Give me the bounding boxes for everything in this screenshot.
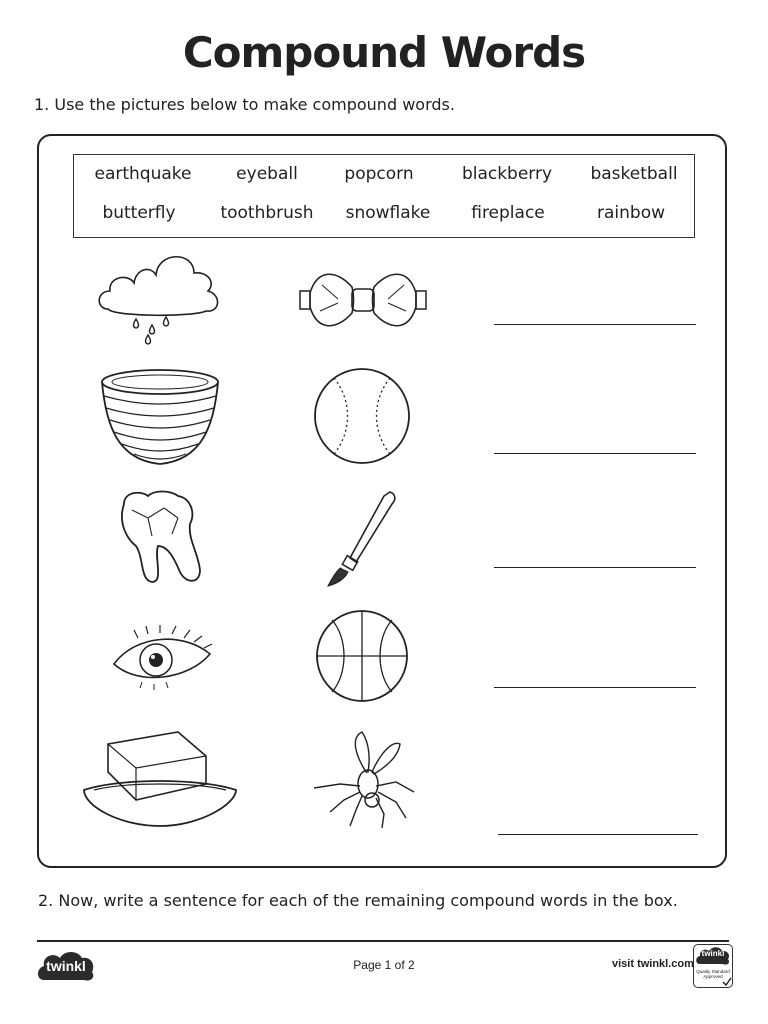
- bow-tie-icon: [298, 265, 428, 335]
- word-bank: [73, 154, 695, 238]
- answer-line[interactable]: [498, 834, 698, 835]
- baseball-icon: [312, 366, 412, 466]
- visit-link[interactable]: visit twinkl.com: [612, 958, 694, 970]
- badge-brand-text: twinkl: [701, 949, 725, 958]
- word-bank-item: popcorn: [344, 164, 414, 184]
- rain-cloud-icon: [94, 247, 226, 347]
- basket-icon: [98, 366, 222, 470]
- page-number: Page 1 of 2: [353, 958, 415, 972]
- word-bank-item: fireplace: [471, 203, 545, 223]
- answer-line[interactable]: [494, 687, 696, 688]
- check-icon: [722, 977, 732, 987]
- tooth-icon: [114, 488, 204, 588]
- word-bank-item: rainbow: [597, 203, 665, 223]
- brand-logo-text: twinkl: [46, 958, 86, 974]
- word-bank-item: earthquake: [94, 164, 192, 184]
- word-bank-item: toothbrush: [220, 203, 314, 223]
- question-1: 1. Use the pictures below to make compound words.: [34, 95, 455, 114]
- word-bank-item: butterfly: [102, 203, 176, 223]
- answer-line[interactable]: [494, 324, 696, 325]
- basketball-icon: [314, 608, 410, 704]
- word-bank-item: basketball: [590, 164, 678, 184]
- badge-caption: Quality Standard Approved: [696, 969, 730, 979]
- word-bank-item: snowflake: [345, 203, 431, 223]
- page-title: Compound Words: [182, 28, 586, 77]
- fly-icon: [310, 728, 418, 828]
- quality-badge: [693, 944, 733, 988]
- answer-line[interactable]: [494, 453, 696, 454]
- word-bank-item: eyeball: [236, 164, 298, 184]
- footer-divider: [37, 940, 729, 942]
- question-2: 2. Now, write a sentence for each of the remaining compound words in the box.: [38, 891, 678, 910]
- answer-line[interactable]: [494, 567, 696, 568]
- paintbrush-icon: [324, 488, 400, 588]
- butter-icon: [80, 726, 240, 830]
- word-bank-item: blackberry: [461, 164, 553, 184]
- eye-icon: [108, 624, 216, 692]
